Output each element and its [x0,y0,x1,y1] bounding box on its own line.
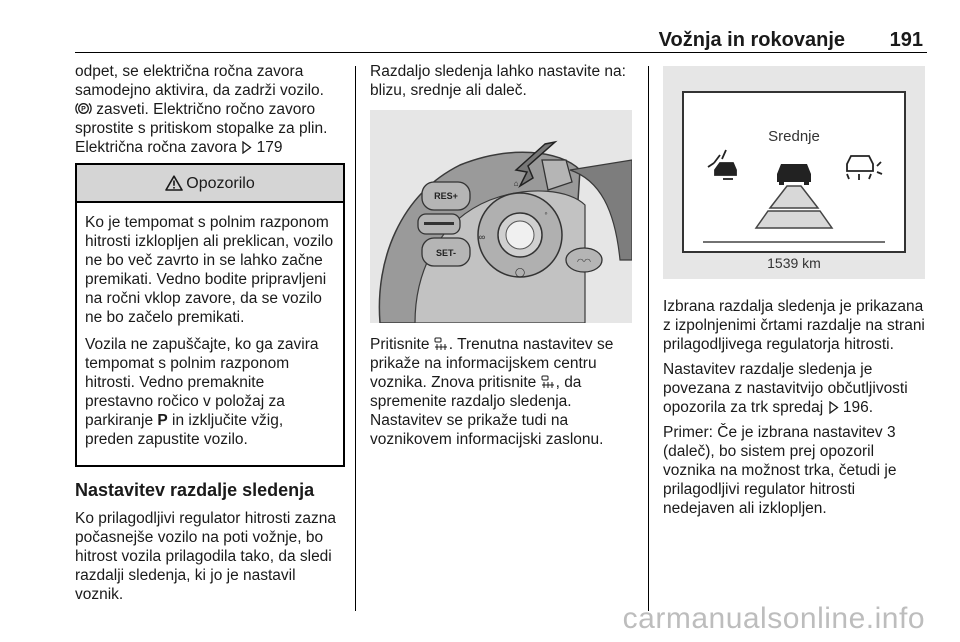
example-paragraph: Primer: Če je izbrana nastavitev 3 (daleč), bo sistem prej opozoril voznika na možnost trka, četudi je prilagodljivi regulator hitrosti nedejaven ali izklopljen. [663,424,897,517]
svg-text:⌂: ⌂ [513,179,519,188]
setting-link-paragraph: Nastavitev razdalje sledenja je povezana z nastavitvijo občutljivosti opozorila za trk spredaj 196. [663,361,908,416]
warning-paragraph: Ko je tempomat s polnim razponom hitrosti izklopljen ali preklican, vozilo ne bo več zavrto in se lahko začne premikati. Vedno bodite pripravljeni na ročni vklop zavore, da se vozilo ne bo začelo premikati. [85,214,334,326]
svg-text:◠◠: ◠◠ [577,257,591,266]
svg-text:∞: ∞ [478,232,486,242]
range-readout: 1539 km [767,255,821,271]
column-middle [370,62,635,455]
intro-paragraph: Razdaljo sledenja lahko nastavite na: blizu, srednje ali daleč. [370,63,626,99]
section-heading: Nastavitev razdalje sledenja [75,480,315,500]
column-divider [355,66,356,611]
warning-title: Opozorilo [186,174,255,192]
warning-header [77,165,343,203]
follow-distance-icon [434,337,449,351]
warning-body [77,203,343,465]
page-reference[interactable]: 179 [256,139,283,156]
column-left [75,62,345,610]
res-plus-button-label: RES+ [434,191,458,201]
page-reference[interactable]: 196 [842,399,869,416]
set-minus-button-label: SET- [435,248,457,258]
column-right [663,62,928,524]
svg-text:◯: ◯ [514,267,526,277]
steering-wheel-controls-figure [370,110,632,323]
driver-info-display-figure [663,66,925,279]
svg-text:◦: ◦ [544,208,548,218]
page-reference-arrow-icon [241,141,252,154]
watermark: carmanualsonline.info [622,602,925,635]
warning-box [75,163,345,467]
display-description-paragraph: Izbrana razdalja sledenja je prikazana z izpolnjenimi črtami razdalje na strani prilagodljivega regulatorja hitrosti. [663,298,925,353]
section-paragraph: Ko prilagodljivi regulator hitrosti zazna počasnejše vozilo na poti vožnje, bo hitrost vozila prilagodila tako, da sledi razdalji sledenja, ki jo je nastavil voznik. [75,510,337,603]
chapter-title: Vožnja in rokovanje [658,29,845,51]
page-reference-arrow-icon [828,401,839,414]
follow-distance-icon [541,375,556,389]
page-header [75,26,927,53]
intro-paragraph: odpet, se električna ročna zavora samodejno aktivira, da zadrži vozilo. P zasveti. Električno ročno zavoro sprostite s pritiskom stopalke za plin. Električna ročna zavora 179 [75,63,328,156]
warning-paragraph: Vozila ne zapuščajte, ko ga zavira tempomat s polnim razponom hitrosti. Vedno premaknite prestavno ročico v položaj za parkiranje P in izključite vžig, preden zapustite vozilo. [85,336,319,448]
page-number: 191 [889,29,923,51]
instruction-paragraph: Pritisnite . Trenutna nastavitev se prikaže na informacijskem centru voznika. Znova pritisnite , da spremenite razdaljo sledenja. Nastavitev se prikaže tudi na voznikovem informacijski zaslonu. [370,336,614,448]
svg-text:P: P [81,106,86,114]
column-divider [648,66,649,611]
warning-triangle-icon [165,175,183,191]
parking-brake-icon [75,101,92,116]
distance-setting-label: Srednje [768,128,820,145]
